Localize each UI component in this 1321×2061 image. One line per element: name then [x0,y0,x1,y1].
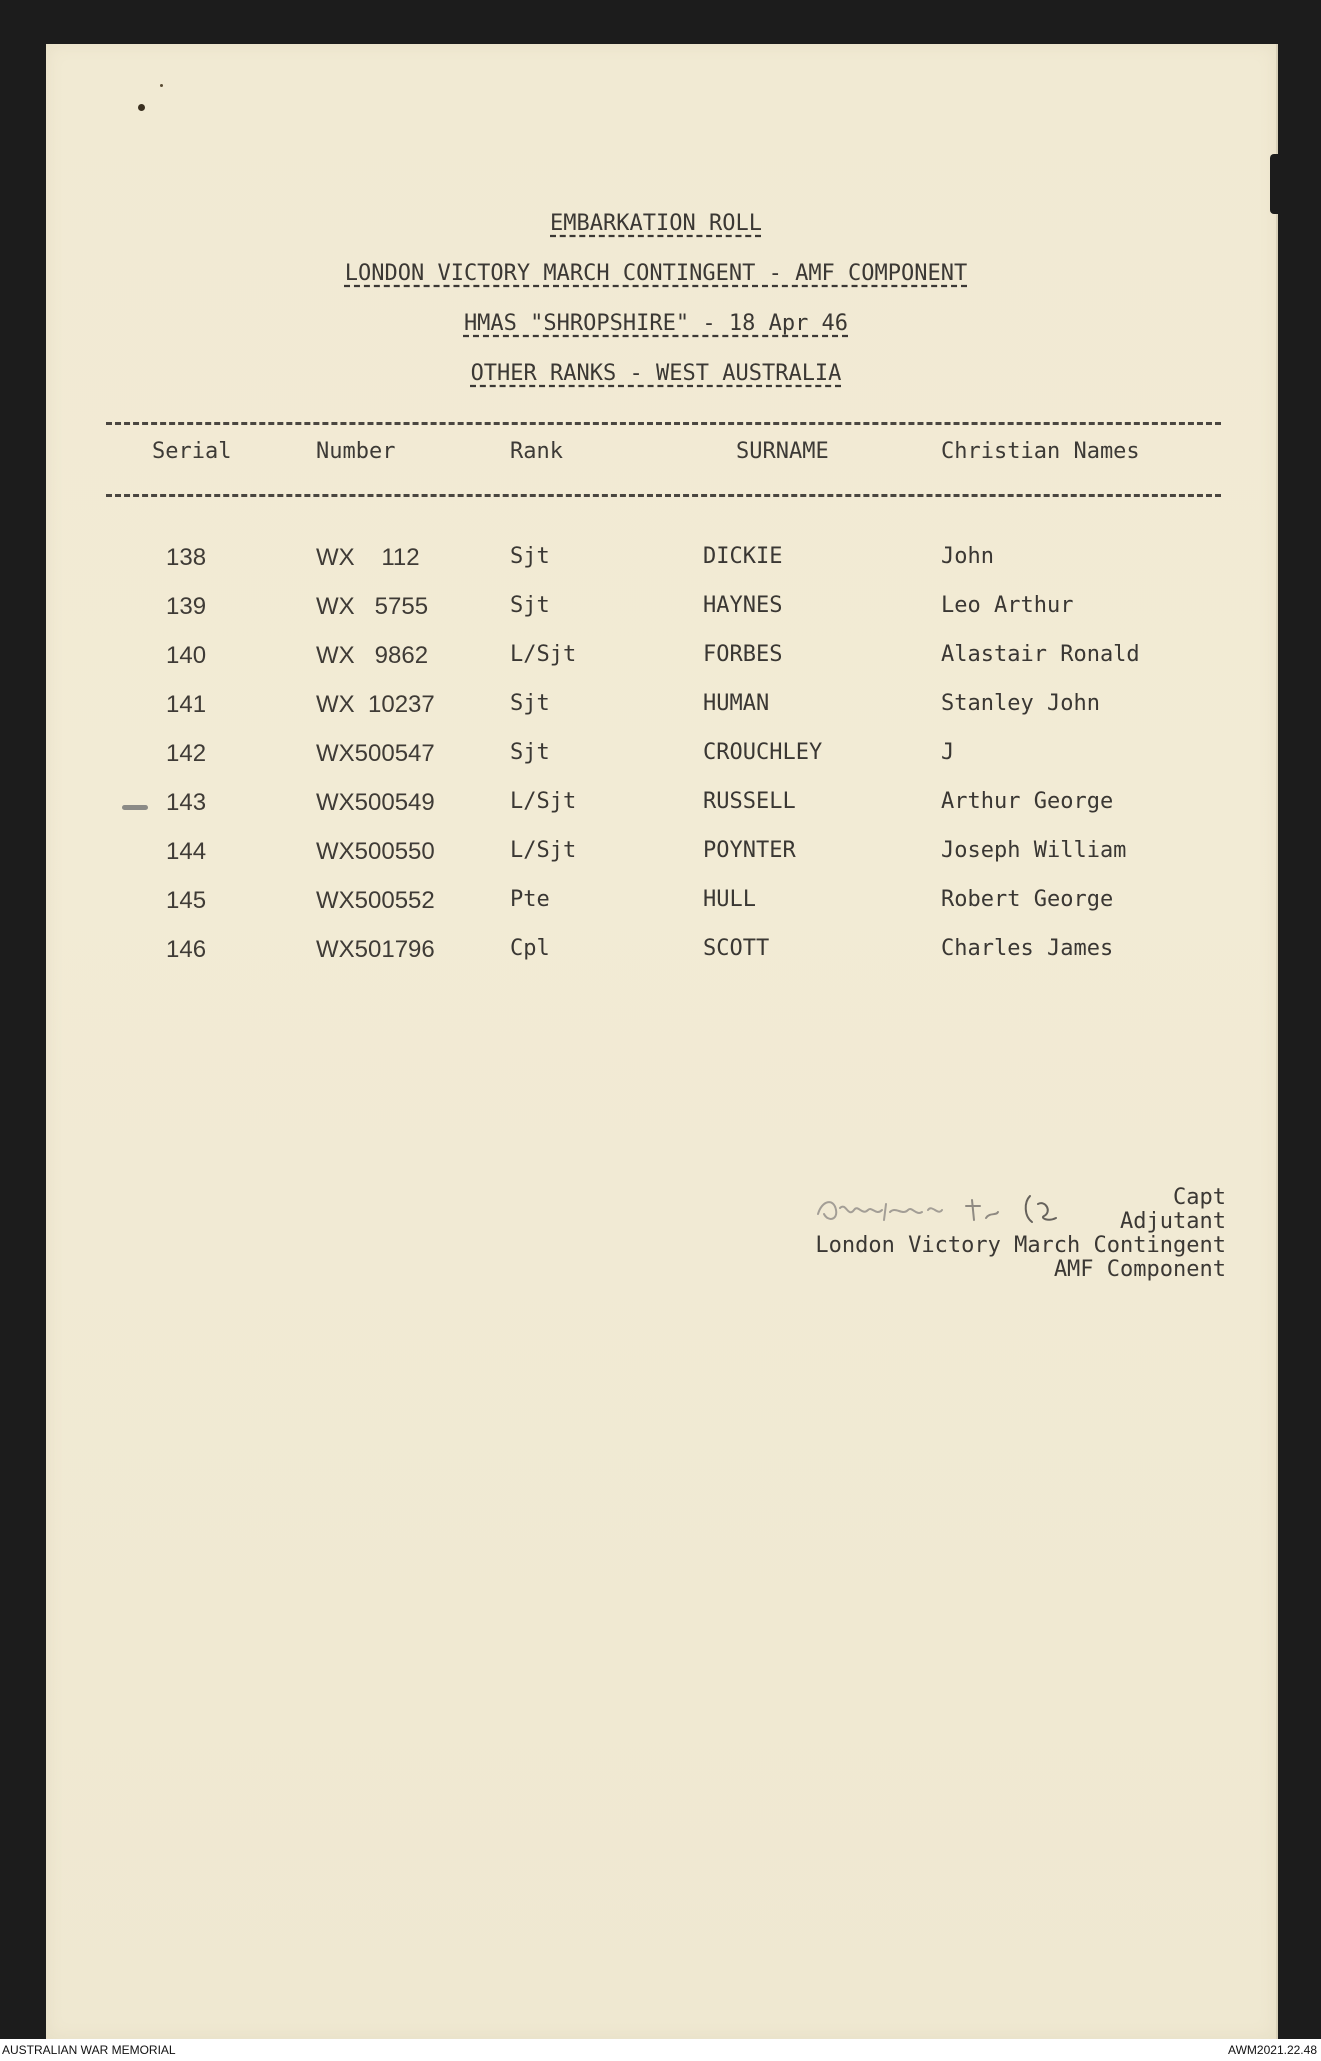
cell-christian-names: Robert George [941,887,1114,912]
signature-role: Adjutant [1120,1209,1226,1234]
signature-rank: Capt [1173,1185,1226,1210]
ink-speck [138,104,145,111]
cell-christian-names: Leo Arthur [941,593,1074,618]
cell-christian-names: Arthur George [941,789,1114,814]
table-top-rule [106,422,1221,425]
table-row [46,544,1276,584]
cell-christian-names: John [941,544,994,569]
cell-serial: 145 [166,887,207,914]
heading-line-contingent: LONDON VICTORY MARCH CONTINGENT - AMF COMPONENT [344,261,968,286]
cell-surname: RUSSELL [703,789,796,814]
document-page [46,44,1278,2039]
cell-surname: HAYNES [703,593,783,618]
cell-rank: Sjt [510,740,550,765]
heading-line-ranks-region: OTHER RANKS - WEST AUSTRALIA [470,361,842,386]
cell-rank: Cpl [510,936,550,961]
cell-serial: 144 [166,838,207,865]
cell-christian-names: Alastair Ronald [941,642,1140,667]
table-row [46,887,1276,927]
cell-rank: L/Sjt [510,642,577,667]
cell-rank: L/Sjt [510,838,577,863]
table-row [46,593,1276,633]
table-row [46,691,1276,731]
table-row [46,740,1276,780]
table-header-rule [106,494,1221,497]
cell-rank: Sjt [510,593,550,618]
cell-serial: 146 [166,936,207,963]
cell-number: WX 5755 [316,593,429,620]
cell-number: WX500552 [316,887,435,914]
signature-component: AMF Component [1053,1257,1226,1282]
column-header-christian-names: Christian Names [941,439,1140,464]
table-row [46,838,1276,878]
signature-block [646,1186,1226,1282]
cell-number: WX500547 [316,740,435,767]
cell-number: WX500549 [316,789,435,816]
cell-serial: 139 [166,593,207,620]
document-heading [46,199,1276,399]
cell-christian-names: Charles James [941,936,1114,961]
table-row [46,642,1276,682]
cell-rank: Pte [510,887,550,912]
cell-surname: POYNTER [703,838,796,863]
cell-serial: 142 [166,740,207,767]
column-header-serial: Serial [152,439,232,464]
margin-pencil-mark [122,805,148,810]
cell-number: WX500550 [316,838,435,865]
cell-surname: DICKIE [703,544,783,569]
cell-number: WX 9862 [316,642,429,669]
cell-christian-names: Joseph William [941,838,1127,863]
cell-serial: 140 [166,642,207,669]
table-row [46,936,1276,976]
archive-footer [0,2039,1321,2061]
cell-number: WX501796 [316,936,435,963]
cell-serial: 141 [166,691,207,718]
cell-number: WX 10237 [316,691,435,718]
archive-reference: AWM2021.22.48 [1228,2043,1317,2057]
table-row [46,789,1276,829]
cell-christian-names: Stanley John [941,691,1100,716]
column-header-number: Number [316,439,396,464]
cell-rank: Sjt [510,544,550,569]
cell-surname: HUMAN [703,691,770,716]
heading-line-title: EMBARKATION ROLL [550,211,762,236]
archive-name: AUSTRALIAN WAR MEMORIAL [2,2043,176,2057]
cell-number: WX 112 [316,544,420,571]
cell-serial: 143 [166,789,207,816]
cell-christian-names: J [941,740,955,765]
cell-surname: SCOTT [703,936,770,961]
cell-surname: CROUCHLEY [703,740,823,765]
column-header-rank: Rank [510,439,563,464]
signature-unit: London Victory March Contingent [815,1233,1226,1258]
cell-surname: FORBES [703,642,783,667]
cell-rank: L/Sjt [510,789,577,814]
heading-line-ship-date: HMAS "SHROPSHIRE" - 18 Apr 46 [463,311,849,336]
cell-rank: Sjt [510,691,550,716]
cell-surname: HULL [703,887,756,912]
column-header-surname: SURNAME [736,439,829,464]
ink-speck-small [160,84,163,87]
cell-serial: 138 [166,544,207,571]
